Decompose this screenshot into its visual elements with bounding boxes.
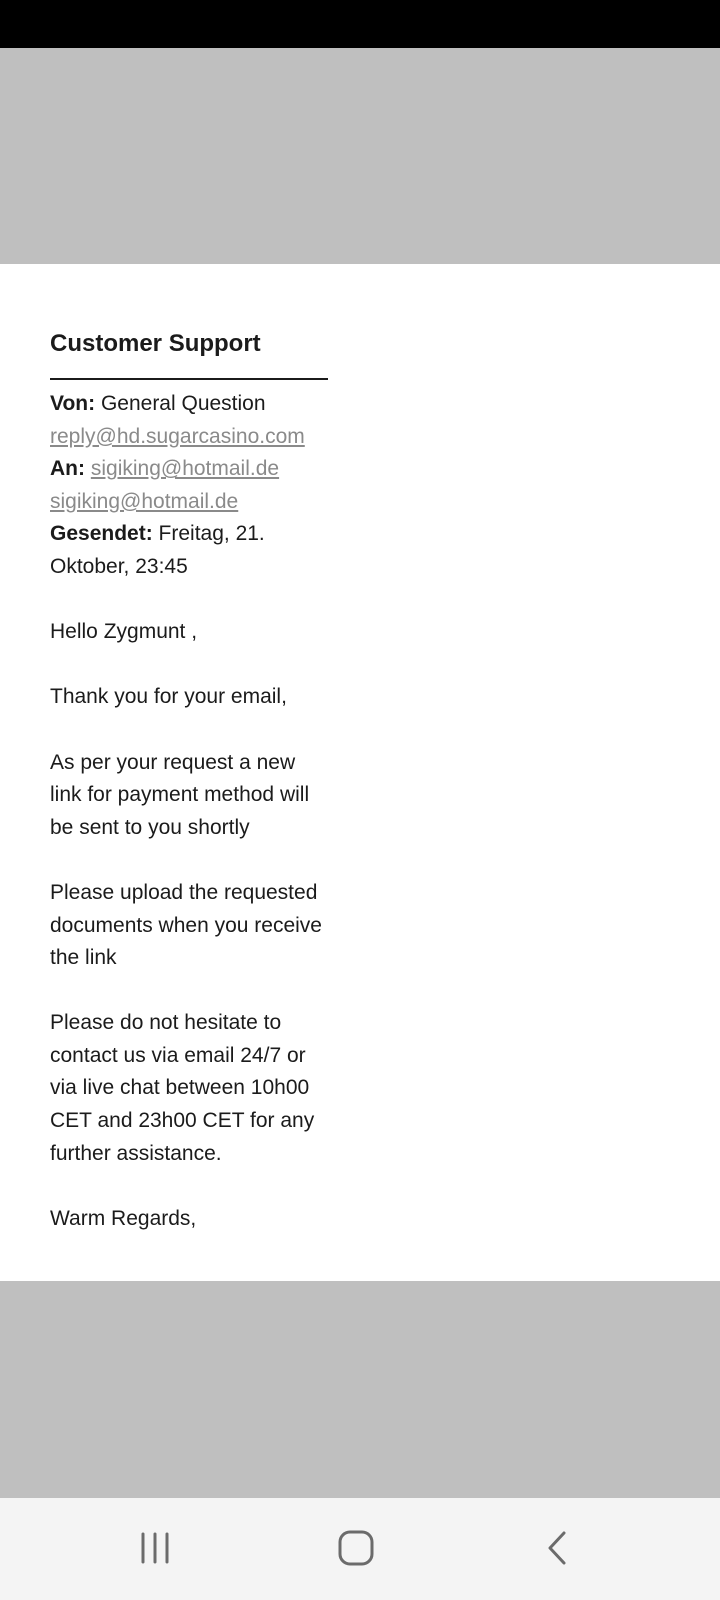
back-button[interactable] xyxy=(528,1524,588,1572)
closing: Warm Regards, xyxy=(50,1206,197,1230)
from-line xyxy=(50,388,330,453)
home-icon xyxy=(336,1528,376,1568)
email-header xyxy=(50,388,330,584)
greeting: Hello Zygmunt , xyxy=(50,620,198,644)
recent-apps-icon xyxy=(137,1530,173,1566)
email-content xyxy=(50,328,330,1235)
to-line xyxy=(50,453,330,518)
sent-label: Gesendet: xyxy=(50,522,153,546)
body-paragraph-2: As per your request a new link for payment method will be sent to you shortly xyxy=(50,750,310,839)
body-paragraph-3: Please upload the requested documents when you receive the link xyxy=(50,880,322,970)
recent-apps-button[interactable] xyxy=(125,1524,185,1572)
sent-line xyxy=(50,518,330,583)
bottom-placeholder-area xyxy=(0,1281,720,1498)
body-paragraph-1: Thank you for your email, xyxy=(50,685,287,709)
top-placeholder-area xyxy=(0,48,720,264)
email-panel xyxy=(0,264,720,1281)
from-name: General Question xyxy=(95,392,266,415)
from-label: Von: xyxy=(50,392,96,415)
email-title: Customer Support xyxy=(50,328,328,380)
to-email-link-secondary[interactable]: sigiking@hotmail.de xyxy=(50,489,239,513)
status-bar xyxy=(0,0,720,48)
home-button[interactable] xyxy=(326,1524,386,1572)
back-icon xyxy=(540,1530,576,1566)
from-email-link[interactable]: reply@hd.sugarcasino.com xyxy=(50,424,305,448)
to-email-link[interactable]: sigiking@hotmail.de xyxy=(90,457,280,481)
navigation-bar xyxy=(0,1498,720,1600)
to-label: An: xyxy=(50,457,85,481)
body-paragraph-4: Please do not hesitate to contact us via email 24/7 or via live chat between 10h00 CET and 23h00 CET for any further assistance. xyxy=(50,1011,315,1165)
sent-value: Freitag, 21. Oktober, 23:45 xyxy=(50,522,265,578)
